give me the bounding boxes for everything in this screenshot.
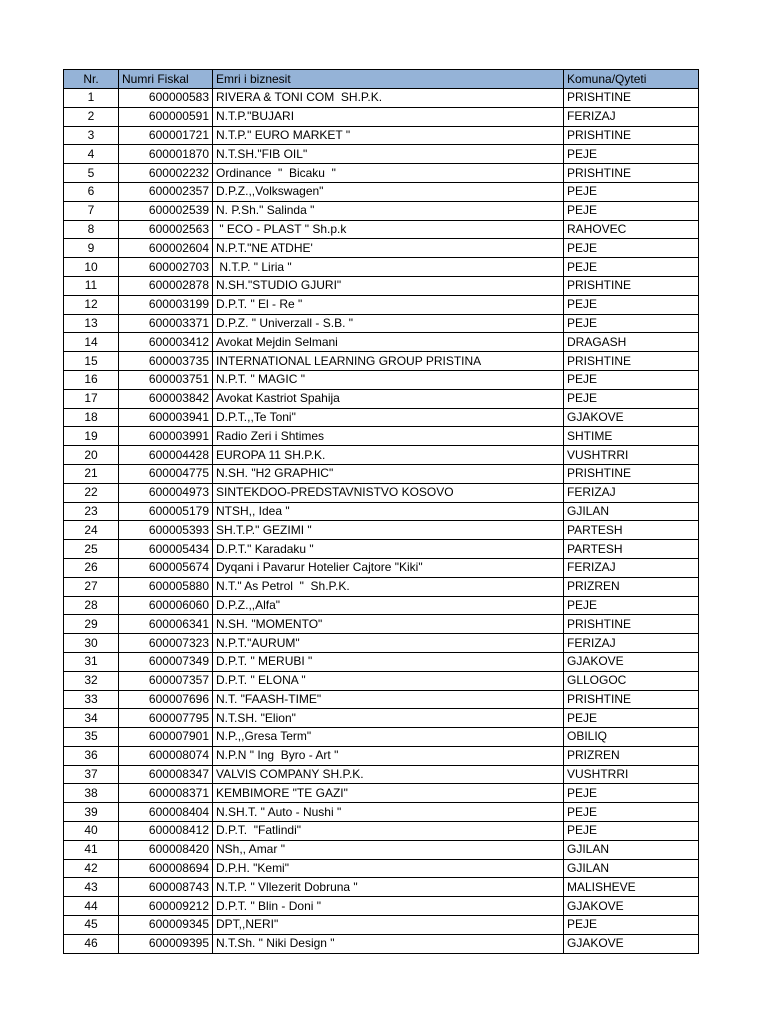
table-row [64,220,699,239]
cell-numri-fiskal: 600004973 [119,483,213,502]
cell-emri-i-biznesit: D.P.Z.,,Alfa" [213,596,564,615]
cell-nr: 41 [64,840,119,859]
header-nr: Nr. [64,70,119,89]
header-komuna-qyteti: Komuna/Qyteti [564,70,699,89]
cell-emri-i-biznesit: VALVIS COMPANY SH.P.K. [213,765,564,784]
cell-emri-i-biznesit: D.P.T. " Blin - Doni " [213,897,564,916]
table-row [64,897,699,916]
table-row [64,803,699,822]
cell-numri-fiskal: 600005674 [119,558,213,577]
cell-nr: 10 [64,258,119,277]
cell-numri-fiskal: 600008347 [119,765,213,784]
cell-komuna-qyteti: PRISHTINE [564,352,699,371]
cell-komuna-qyteti: SHTIME [564,427,699,446]
cell-numri-fiskal: 600002232 [119,164,213,183]
table-row [64,652,699,671]
cell-emri-i-biznesit: N.P.,,Gresa Term" [213,728,564,747]
cell-nr: 16 [64,370,119,389]
table-row [64,483,699,502]
cell-numri-fiskal: 600004428 [119,446,213,465]
table-row [64,182,699,201]
cell-komuna-qyteti: PRISHTINE [564,690,699,709]
cell-komuna-qyteti: GJAKOVE [564,408,699,427]
cell-emri-i-biznesit: SINTEKDOO-PREDSTAVNISTVO KOSOVO [213,483,564,502]
cell-nr: 44 [64,897,119,916]
cell-komuna-qyteti: GJILAN [564,502,699,521]
cell-komuna-qyteti: PRISHTINE [564,126,699,145]
cell-nr: 27 [64,577,119,596]
table-row [64,239,699,258]
cell-komuna-qyteti: PRIZREN [564,577,699,596]
cell-nr: 23 [64,502,119,521]
cell-nr: 5 [64,164,119,183]
cell-numri-fiskal: 600001721 [119,126,213,145]
table-row [64,596,699,615]
cell-emri-i-biznesit: N.T.P. " Liria " [213,258,564,277]
cell-nr: 38 [64,784,119,803]
table-row [64,634,699,653]
cell-nr: 7 [64,201,119,220]
cell-numri-fiskal: 600003412 [119,333,213,352]
cell-nr: 13 [64,314,119,333]
cell-komuna-qyteti: PRISHTINE [564,164,699,183]
cell-nr: 17 [64,389,119,408]
cell-emri-i-biznesit: D.P.T. " El - Re " [213,295,564,314]
cell-nr: 2 [64,107,119,126]
cell-komuna-qyteti: PEJE [564,709,699,728]
table-body [64,89,699,954]
table-row [64,577,699,596]
cell-numri-fiskal: 600008743 [119,878,213,897]
cell-emri-i-biznesit: " ECO - PLAST " Sh.p.k [213,220,564,239]
cell-numri-fiskal: 600002539 [119,201,213,220]
cell-emri-i-biznesit: D.P.Z. " Univerzall - S.B. " [213,314,564,333]
cell-numri-fiskal: 600006341 [119,615,213,634]
cell-komuna-qyteti: PEJE [564,239,699,258]
cell-nr: 22 [64,483,119,502]
table-row [64,746,699,765]
table-row [64,145,699,164]
cell-komuna-qyteti: FERIZAJ [564,483,699,502]
table-row [64,389,699,408]
cell-nr: 8 [64,220,119,239]
cell-komuna-qyteti: PEJE [564,201,699,220]
cell-nr: 32 [64,671,119,690]
cell-emri-i-biznesit: N.T." As Petrol " Sh.P.K. [213,577,564,596]
cell-emri-i-biznesit: N.T. "FAASH-TIME" [213,690,564,709]
cell-emri-i-biznesit: Dyqani i Pavarur Hotelier Cajtore "Kiki" [213,558,564,577]
cell-nr: 20 [64,446,119,465]
cell-nr: 37 [64,765,119,784]
cell-komuna-qyteti: MALISHEVE [564,878,699,897]
cell-nr: 28 [64,596,119,615]
cell-numri-fiskal: 600004775 [119,464,213,483]
cell-nr: 33 [64,690,119,709]
cell-emri-i-biznesit: D.P.Z.,,Volkswagen" [213,182,564,201]
cell-nr: 11 [64,276,119,295]
cell-komuna-qyteti: PRISHTINE [564,276,699,295]
cell-numri-fiskal: 600000583 [119,89,213,108]
cell-nr: 25 [64,540,119,559]
cell-numri-fiskal: 600005880 [119,577,213,596]
cell-numri-fiskal: 600007357 [119,671,213,690]
table-row [64,502,699,521]
table-row [64,258,699,277]
cell-numri-fiskal: 600009212 [119,897,213,916]
cell-numri-fiskal: 600005179 [119,502,213,521]
table-row [64,784,699,803]
table-row [64,201,699,220]
cell-nr: 18 [64,408,119,427]
cell-numri-fiskal: 600002878 [119,276,213,295]
cell-komuna-qyteti: PRISHTINE [564,89,699,108]
cell-nr: 30 [64,634,119,653]
table-row [64,916,699,935]
cell-emri-i-biznesit: N.SH.T. " Auto - Nushi " [213,803,564,822]
table-row [64,464,699,483]
table-row [64,126,699,145]
cell-numri-fiskal: 600008412 [119,822,213,841]
table-row [64,934,699,953]
cell-emri-i-biznesit: N.P.N " Ing Byro - Art " [213,746,564,765]
cell-emri-i-biznesit: N.T.P."BUJARI [213,107,564,126]
cell-nr: 29 [64,615,119,634]
cell-nr: 36 [64,746,119,765]
cell-emri-i-biznesit: KEMBIMORE "TE GAZI" [213,784,564,803]
cell-nr: 19 [64,427,119,446]
cell-emri-i-biznesit: N.P.T. " MAGIC " [213,370,564,389]
cell-emri-i-biznesit: N.T.P." EURO MARKET " [213,126,564,145]
cell-emri-i-biznesit: D.P.T.,,Te Toni" [213,408,564,427]
cell-emri-i-biznesit: N.P.T."AURUM" [213,634,564,653]
cell-numri-fiskal: 600006060 [119,596,213,615]
cell-numri-fiskal: 600007323 [119,634,213,653]
cell-nr: 31 [64,652,119,671]
cell-komuna-qyteti: PEJE [564,258,699,277]
cell-komuna-qyteti: VUSHTRRI [564,765,699,784]
cell-numri-fiskal: 600003735 [119,352,213,371]
cell-komuna-qyteti: GJILAN [564,859,699,878]
cell-numri-fiskal: 600002703 [119,258,213,277]
cell-nr: 43 [64,878,119,897]
table-row [64,276,699,295]
table-row [64,333,699,352]
cell-komuna-qyteti: PRISHTINE [564,464,699,483]
cell-komuna-qyteti: GJAKOVE [564,897,699,916]
cell-emri-i-biznesit: N.T.SH. "Elion" [213,709,564,728]
cell-nr: 45 [64,916,119,935]
cell-komuna-qyteti: RAHOVEC [564,220,699,239]
cell-komuna-qyteti: FERIZAJ [564,558,699,577]
cell-numri-fiskal: 600003751 [119,370,213,389]
cell-komuna-qyteti: PEJE [564,596,699,615]
cell-numri-fiskal: 600007349 [119,652,213,671]
table-row [64,314,699,333]
cell-komuna-qyteti: GLLOGOC [564,671,699,690]
cell-numri-fiskal: 600005434 [119,540,213,559]
cell-komuna-qyteti: PRIZREN [564,746,699,765]
cell-emri-i-biznesit: Radio Zeri i Shtimes [213,427,564,446]
cell-emri-i-biznesit: D.P.T. " MERUBI " [213,652,564,671]
cell-emri-i-biznesit: N.T.SH."FIB OIL" [213,145,564,164]
cell-nr: 3 [64,126,119,145]
cell-komuna-qyteti: GJAKOVE [564,652,699,671]
cell-numri-fiskal: 600007901 [119,728,213,747]
cell-emri-i-biznesit: N.SH."STUDIO GJURI" [213,276,564,295]
header-numri-fiskal: Numri Fiskal [119,70,213,89]
cell-emri-i-biznesit: D.P.T. " ELONA " [213,671,564,690]
cell-emri-i-biznesit: Avokat Mejdin Selmani [213,333,564,352]
cell-komuna-qyteti: FERIZAJ [564,634,699,653]
cell-numri-fiskal: 600009345 [119,916,213,935]
cell-emri-i-biznesit: NSh,, Amar " [213,840,564,859]
cell-emri-i-biznesit: N.T.Sh. " Niki Design " [213,934,564,953]
cell-nr: 40 [64,822,119,841]
cell-emri-i-biznesit: N. P.Sh." Salinda " [213,201,564,220]
cell-komuna-qyteti: PEJE [564,182,699,201]
cell-komuna-qyteti: VUSHTRRI [564,446,699,465]
cell-nr: 26 [64,558,119,577]
table-row [64,427,699,446]
table-header [64,70,699,89]
cell-nr: 4 [64,145,119,164]
cell-emri-i-biznesit: N.P.T."NE ATDHE' [213,239,564,258]
table-row [64,765,699,784]
cell-komuna-qyteti: PEJE [564,803,699,822]
cell-nr: 15 [64,352,119,371]
cell-komuna-qyteti: OBILIQ [564,728,699,747]
cell-komuna-qyteti: PEJE [564,314,699,333]
cell-numri-fiskal: 600008371 [119,784,213,803]
cell-komuna-qyteti: FERIZAJ [564,107,699,126]
cell-numri-fiskal: 600002357 [119,182,213,201]
table-row [64,89,699,108]
table-row [64,521,699,540]
table-row [64,822,699,841]
cell-emri-i-biznesit: NTSH,, Idea " [213,502,564,521]
cell-numri-fiskal: 600000591 [119,107,213,126]
table-row [64,446,699,465]
cell-numri-fiskal: 600007696 [119,690,213,709]
cell-emri-i-biznesit: D.P.T." Karadaku " [213,540,564,559]
cell-komuna-qyteti: PARTESH [564,521,699,540]
business-register-table [63,69,699,954]
table-row [64,370,699,389]
table-row [64,352,699,371]
cell-numri-fiskal: 600007795 [119,709,213,728]
cell-emri-i-biznesit: N.SH. "H2 GRAPHIC" [213,464,564,483]
cell-numri-fiskal: 600005393 [119,521,213,540]
cell-komuna-qyteti: GJILAN [564,840,699,859]
table-row [64,859,699,878]
table-row [64,840,699,859]
cell-emri-i-biznesit: D.P.H. "Kemi" [213,859,564,878]
cell-nr: 35 [64,728,119,747]
table-row [64,408,699,427]
cell-emri-i-biznesit: RIVERA & TONI COM SH.P.K. [213,89,564,108]
table-row [64,690,699,709]
cell-numri-fiskal: 600002604 [119,239,213,258]
cell-numri-fiskal: 600008420 [119,840,213,859]
cell-emri-i-biznesit: EUROPA 11 SH.P.K. [213,446,564,465]
cell-emri-i-biznesit: D.P.T. "Fatlindi" [213,822,564,841]
cell-emri-i-biznesit: Ordinance " Bicaku " [213,164,564,183]
cell-nr: 6 [64,182,119,201]
table-row [64,615,699,634]
cell-emri-i-biznesit: Avokat Kastriot Spahija [213,389,564,408]
cell-nr: 9 [64,239,119,258]
cell-nr: 14 [64,333,119,352]
table-row [64,671,699,690]
cell-numri-fiskal: 600008404 [119,803,213,822]
cell-komuna-qyteti: GJAKOVE [564,934,699,953]
cell-numri-fiskal: 600003991 [119,427,213,446]
cell-nr: 12 [64,295,119,314]
header-emri-i-biznesit: Emri i biznesit [213,70,564,89]
cell-komuna-qyteti: PEJE [564,389,699,408]
cell-numri-fiskal: 600003941 [119,408,213,427]
cell-komuna-qyteti: PEJE [564,370,699,389]
table-row [64,728,699,747]
cell-komuna-qyteti: PEJE [564,822,699,841]
cell-numri-fiskal: 600003199 [119,295,213,314]
cell-nr: 46 [64,934,119,953]
cell-komuna-qyteti: PEJE [564,295,699,314]
cell-emri-i-biznesit: N.T.P. " Vllezerit Dobruna " [213,878,564,897]
table-row [64,540,699,559]
cell-numri-fiskal: 600002563 [119,220,213,239]
cell-numri-fiskal: 600008074 [119,746,213,765]
table-row [64,107,699,126]
cell-komuna-qyteti: PEJE [564,784,699,803]
cell-komuna-qyteti: PEJE [564,916,699,935]
cell-numri-fiskal: 600008694 [119,859,213,878]
table-row [64,164,699,183]
cell-nr: 24 [64,521,119,540]
cell-komuna-qyteti: PRISHTINE [564,615,699,634]
cell-nr: 42 [64,859,119,878]
table-row [64,878,699,897]
table-row [64,558,699,577]
cell-emri-i-biznesit: DPT,,NERI" [213,916,564,935]
cell-nr: 1 [64,89,119,108]
cell-komuna-qyteti: PARTESH [564,540,699,559]
header-row [64,70,699,89]
cell-emri-i-biznesit: SH.T.P." GEZIMI " [213,521,564,540]
table-row [64,295,699,314]
cell-numri-fiskal: 600009395 [119,934,213,953]
cell-komuna-qyteti: PEJE [564,145,699,164]
cell-nr: 34 [64,709,119,728]
cell-komuna-qyteti: DRAGASH [564,333,699,352]
cell-emri-i-biznesit: N.SH. "MOMENTO" [213,615,564,634]
cell-numri-fiskal: 600003842 [119,389,213,408]
business-register-sheet [63,69,699,954]
cell-nr: 21 [64,464,119,483]
cell-numri-fiskal: 600003371 [119,314,213,333]
cell-nr: 39 [64,803,119,822]
cell-numri-fiskal: 600001870 [119,145,213,164]
cell-emri-i-biznesit: INTERNATIONAL LEARNING GROUP PRISTINA [213,352,564,371]
table-row [64,709,699,728]
